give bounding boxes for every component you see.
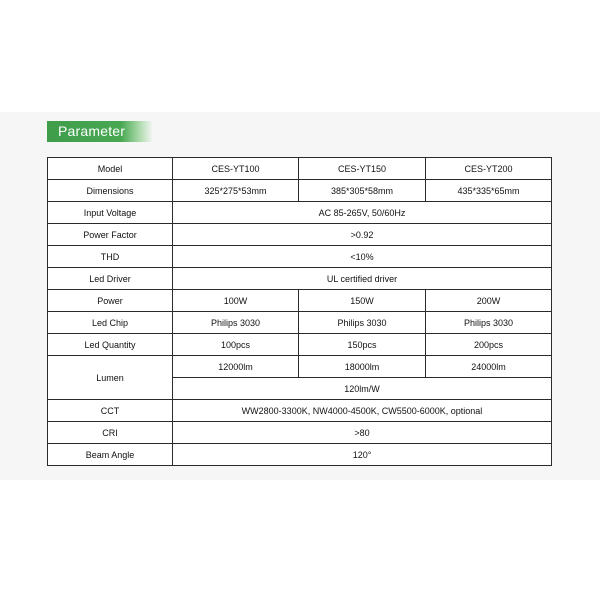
power-value: 100W	[173, 290, 299, 312]
power-factor-value: >0.92	[173, 224, 552, 246]
led-quantity-value: 150pcs	[299, 334, 426, 356]
led-quantity-value: 200pcs	[426, 334, 552, 356]
beam-angle-value: 120°	[173, 444, 552, 466]
thd-value: <10%	[173, 246, 552, 268]
table-row-model	[48, 158, 552, 180]
table-row-led-chip	[48, 312, 552, 334]
row-label-led-chip: Led Chip	[48, 312, 173, 334]
row-label-thd: THD	[48, 246, 173, 268]
section-title-badge	[47, 121, 153, 142]
cri-value: >80	[173, 422, 552, 444]
row-label-input-voltage: Input Voltage	[48, 202, 173, 224]
table-row-thd	[48, 246, 552, 268]
table-row-cri	[48, 422, 552, 444]
cct-value: WW2800-3300K, NW4000-4500K, CW5500-6000K, optional	[173, 400, 552, 422]
model-name: CES-YT150	[299, 158, 426, 180]
model-name: CES-YT100	[173, 158, 299, 180]
table-row-power	[48, 290, 552, 312]
power-value: 200W	[426, 290, 552, 312]
led-chip-value: Philips 3030	[426, 312, 552, 334]
table-row-lumen	[48, 356, 552, 378]
table-row-dimensions	[48, 180, 552, 202]
table-row-cct	[48, 400, 552, 422]
power-value: 150W	[299, 290, 426, 312]
lumen-value: 18000lm	[299, 356, 426, 378]
table-row-beam-angle	[48, 444, 552, 466]
dimensions-value: 435*335*65mm	[426, 180, 552, 202]
table-row-led-quantity	[48, 334, 552, 356]
row-label-cct: CCT	[48, 400, 173, 422]
row-label-power-factor: Power Factor	[48, 224, 173, 246]
row-label-lumen: Lumen	[48, 356, 173, 400]
lumen-value: 12000lm	[173, 356, 299, 378]
row-label-led-quantity: Led Quantity	[48, 334, 173, 356]
row-label-beam-angle: Beam Angle	[48, 444, 173, 466]
row-label-model: Model	[48, 158, 173, 180]
table-row-input-voltage	[48, 202, 552, 224]
dimensions-value: 325*275*53mm	[173, 180, 299, 202]
table-row-power-factor	[48, 224, 552, 246]
row-label-dimensions: Dimensions	[48, 180, 173, 202]
parameter-table	[47, 157, 552, 466]
lumen-efficacy-value: 120lm/W	[173, 378, 552, 400]
table-row-led-driver	[48, 268, 552, 290]
input-voltage-value: AC 85-265V, 50/60Hz	[173, 202, 552, 224]
lumen-value: 24000lm	[426, 356, 552, 378]
led-driver-value: UL certified driver	[173, 268, 552, 290]
led-chip-value: Philips 3030	[299, 312, 426, 334]
row-label-led-driver: Led Driver	[48, 268, 173, 290]
led-quantity-value: 100pcs	[173, 334, 299, 356]
section-title: Parameter	[58, 123, 126, 139]
dimensions-value: 385*305*58mm	[299, 180, 426, 202]
row-label-power: Power	[48, 290, 173, 312]
model-name: CES-YT200	[426, 158, 552, 180]
led-chip-value: Philips 3030	[173, 312, 299, 334]
row-label-cri: CRI	[48, 422, 173, 444]
